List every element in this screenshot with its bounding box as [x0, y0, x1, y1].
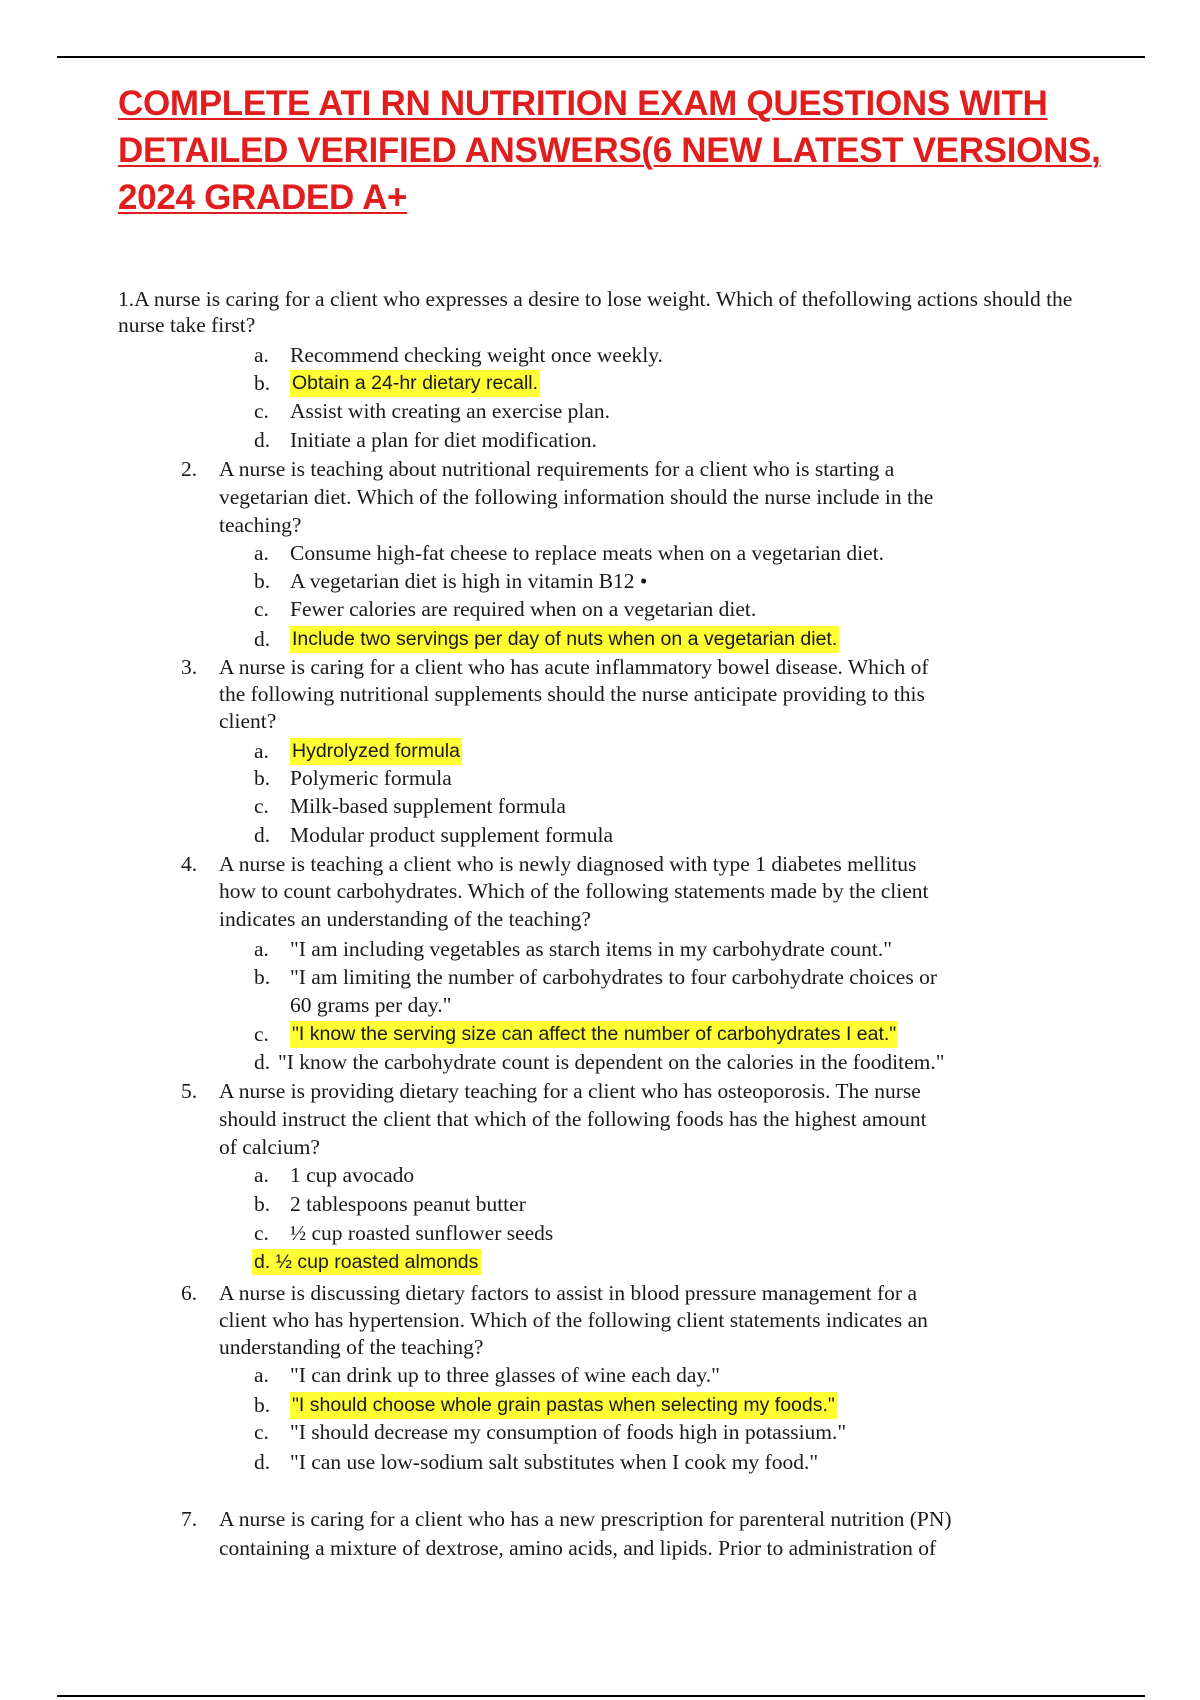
top-rule: [57, 56, 1145, 58]
correct-answer-highlight: ½ cup roasted almonds: [275, 1251, 479, 1273]
correct-answer-highlight: Obtain a 24-hr dietary recall.: [290, 370, 540, 397]
correct-answer-highlight: "I should choose whole grain pastas when selecting my foods.": [290, 1392, 837, 1419]
question-1-text: 1.A nurse is caring for a client who expresses a desire to lose weight. Which of thefollowing actions should the nurse take first?: [118, 287, 1073, 337]
correct-answer-highlight: Include two servings per day of nuts when on a vegetarian diet.: [290, 626, 839, 653]
q5-option-d: d. ½ cup roasted almonds: [252, 1249, 482, 1275]
correct-answer-highlight: "I know the serving size can affect the number of carbohydrates I eat.": [290, 1021, 898, 1048]
correct-answer-highlight: Hydrolyzed formula: [290, 738, 462, 765]
bottom-rule: [57, 1695, 1145, 1697]
document-title: COMPLETE ATI RN NUTRITION EXAM QUESTIONS WITH DETAILED VERIFIED ANSWERS(6 NEW LATEST VERSIONS, 2024 GRADED A+: [118, 84, 1101, 217]
